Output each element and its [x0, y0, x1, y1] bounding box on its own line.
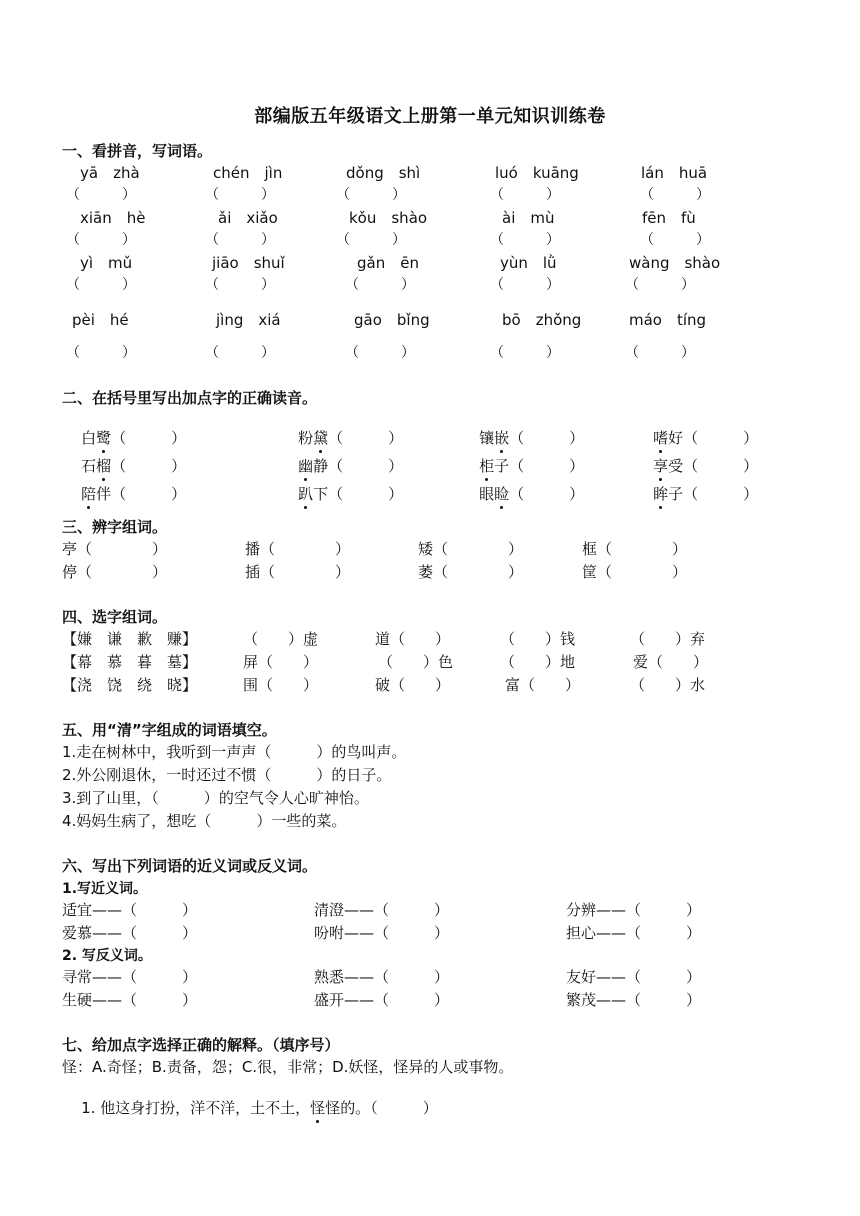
word-item: 亭（ ）: [62, 540, 168, 558]
answer-blank[interactable]: （ ）: [66, 187, 136, 203]
char-group: 【嫌 谦 歉 赚】: [62, 630, 198, 648]
fill-sentence: 4.妈妈生病了，想吃（ ）一些的菜。: [62, 812, 347, 830]
pinyin-item: máo tíng: [629, 311, 707, 329]
fill-blank: 爱（ ）: [633, 653, 709, 671]
section-1-heading: 一、看拼音，写词语。: [62, 142, 213, 160]
synonym-item: 爱慕——（ ）: [62, 924, 198, 942]
antonym-item: 熟悉——（ ）: [314, 968, 450, 986]
fill-blank: 围（ ）: [243, 676, 319, 694]
answer-blank[interactable]: （ ）: [345, 345, 415, 361]
word-item: 萎（ ）: [418, 563, 524, 581]
pinyin-item: gǎn ēn: [357, 254, 419, 272]
answer-blank[interactable]: （ ）: [66, 277, 136, 293]
word-item: 享受（ ）: [653, 457, 759, 475]
pinyin-item: yā zhà: [80, 164, 140, 182]
fill-blank: 富（ ）: [505, 676, 581, 694]
section-4-heading: 四、选字组词。: [62, 608, 168, 626]
section-2-heading: 二、在括号里写出加点字的正确读音。: [62, 389, 318, 407]
answer-blank[interactable]: （ ）: [490, 277, 560, 293]
antonym-item: 生硬——（ ）: [62, 991, 198, 1009]
page-title: 部编版五年级语文上册第一单元知识训练卷: [254, 106, 606, 127]
pinyin-item: gāo bǐng: [354, 311, 430, 329]
pinyin-item: ài mù: [502, 209, 555, 227]
answer-blank[interactable]: （ ）: [625, 345, 695, 361]
pinyin-item: yì mǔ: [80, 254, 133, 272]
pinyin-item: bō zhǒng: [502, 311, 582, 329]
answer-blank[interactable]: （ ）: [205, 187, 275, 203]
antonym-item: 友好——（ ）: [566, 968, 702, 986]
word-item: 嗜好（ ）: [653, 429, 759, 447]
answer-blank[interactable]: （ ）: [66, 232, 136, 248]
word-item: 眸子（ ）: [653, 485, 759, 503]
pinyin-item: yùn lǜ: [500, 254, 557, 272]
synonym-item: 担心——（ ）: [566, 924, 702, 942]
answer-blank[interactable]: （ ）: [336, 232, 406, 248]
pinyin-item: ǎi xiǎo: [218, 209, 278, 227]
word-item: 矮（ ）: [418, 540, 524, 558]
answer-blank[interactable]: （ ）: [490, 232, 560, 248]
pinyin-item: pèi hé: [72, 311, 129, 329]
pinyin-item: lán huā: [641, 164, 708, 182]
question-line: 1. 他这身打扮，洋不洋，土不土，怪怪的。（ ）: [81, 1099, 438, 1117]
pinyin-item: chén jìn: [213, 164, 283, 182]
fill-blank: 道（ ）: [375, 630, 451, 648]
fill-blank: 屏（ ）: [243, 653, 319, 671]
pinyin-item: fēn fù: [642, 209, 696, 227]
char-group: 【幕 慕 暮 墓】: [62, 653, 198, 671]
fill-sentence: 2.外公刚退休，一时还过不惯（ ）的日子。: [62, 766, 392, 784]
answer-blank[interactable]: （ ）: [640, 232, 710, 248]
answer-blank[interactable]: （ ）: [625, 277, 695, 293]
answer-blank[interactable]: （ ）: [205, 232, 275, 248]
synonym-item: 分辨——（ ）: [566, 901, 702, 919]
word-item: 眼睑（ ）: [479, 485, 585, 503]
synonym-item: 吩咐——（ ）: [314, 924, 450, 942]
synonym-subheading: 1.写近义词。: [62, 881, 148, 897]
antonym-subheading: 2. 写反义词。: [62, 948, 152, 964]
fill-blank: （ ）钱: [500, 630, 576, 648]
antonym-item: 繁茂——（ ）: [566, 991, 702, 1009]
answer-blank[interactable]: （ ）: [66, 345, 136, 361]
synonym-item: 清澄——（ ）: [314, 901, 450, 919]
answer-blank[interactable]: （ ）: [336, 187, 406, 203]
word-item: 幽静（ ）: [298, 457, 404, 475]
pinyin-item: kǒu shào: [349, 209, 428, 227]
answer-blank[interactable]: （ ）: [490, 345, 560, 361]
word-item: 筐（ ）: [582, 563, 688, 581]
word-item: 石榴（ ）: [81, 457, 187, 475]
word-item: 插（ ）: [245, 563, 351, 581]
word-item: 框（ ）: [582, 540, 688, 558]
fill-sentence: 3.到了山里，（ ）的空气令人心旷神怡。: [62, 789, 369, 807]
char-group: 【浇 饶 绕 晓】: [62, 676, 198, 694]
fill-blank: 破（ ）: [375, 676, 451, 694]
word-item: 趴下（ ）: [298, 485, 404, 503]
pinyin-item: wàng shào: [629, 254, 721, 272]
pinyin-item: xiān hè: [80, 209, 146, 227]
word-item: 陪伴（ ）: [81, 485, 187, 503]
fill-blank: （ ）虚: [243, 630, 319, 648]
answer-blank[interactable]: （ ）: [345, 277, 415, 293]
definition-line: 怪：A.奇怪；B.责备，怨；C.很，非常；D.妖怪，怪异的人或事物。: [62, 1058, 514, 1076]
word-item: 停（ ）: [62, 563, 168, 581]
pinyin-item: jìng xiá: [216, 311, 281, 329]
word-item: 粉黛（ ）: [298, 429, 404, 447]
section-3-heading: 三、辨字组词。: [62, 518, 168, 536]
answer-blank[interactable]: （ ）: [205, 277, 275, 293]
word-item: 白鹭（ ）: [81, 429, 187, 447]
antonym-item: 盛开——（ ）: [314, 991, 450, 1009]
antonym-item: 寻常——（ ）: [62, 968, 198, 986]
synonym-item: 适宜——（ ）: [62, 901, 198, 919]
word-item: 镶嵌（ ）: [479, 429, 585, 447]
fill-blank: （ ）地: [500, 653, 576, 671]
fill-sentence: 1.走在树林中，我听到一声声（ ）的鸟叫声。: [62, 743, 407, 761]
pinyin-item: luó kuāng: [495, 164, 579, 182]
answer-blank[interactable]: （ ）: [205, 345, 275, 361]
word-item: 播（ ）: [245, 540, 351, 558]
answer-blank[interactable]: （ ）: [640, 187, 710, 203]
pinyin-item: dǒng shì: [346, 164, 421, 182]
section-5-heading: 五、用“清”字组成的词语填空。: [62, 721, 277, 739]
section-6-heading: 六、写出下列词语的近义词或反义词。: [62, 857, 318, 875]
pinyin-item: jiāo shuǐ: [212, 254, 285, 272]
section-7-heading: 七、给加点字选择正确的解释。（填序号）: [62, 1036, 340, 1054]
fill-blank: （ ）弃: [630, 630, 706, 648]
answer-blank[interactable]: （ ）: [490, 187, 560, 203]
word-item: 柜子（ ）: [479, 457, 585, 475]
fill-blank: （ ）水: [630, 676, 706, 694]
fill-blank: （ ）色: [378, 653, 454, 671]
